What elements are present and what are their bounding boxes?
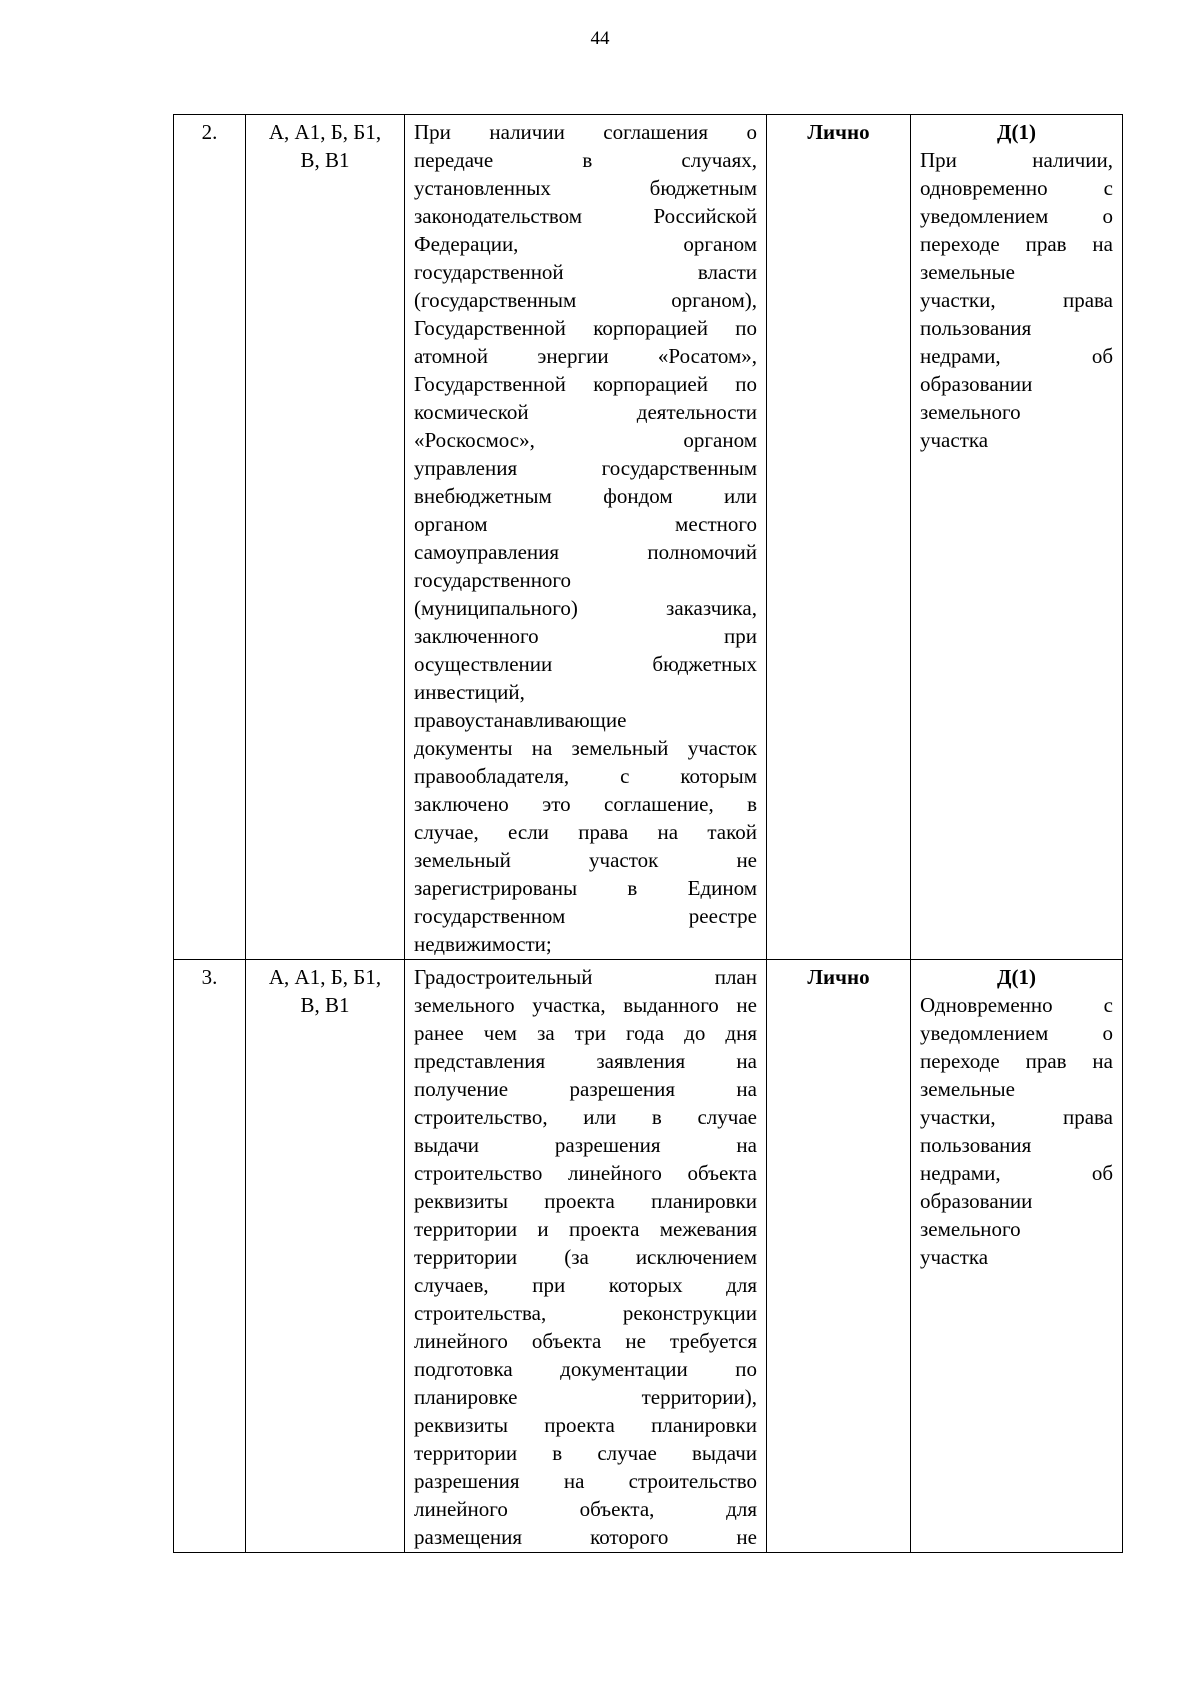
document-line: строительство линейного объекта	[414, 1161, 757, 1185]
note-line: недрами, об	[920, 1161, 1113, 1185]
note-line: уведомлением о	[920, 1021, 1113, 1045]
row-number: 2.	[174, 115, 246, 960]
submission-method: Лично	[767, 115, 911, 960]
row-number: 3.	[174, 960, 246, 1553]
document-line: При наличии соглашения о	[414, 120, 757, 144]
note-line: участка	[920, 428, 989, 452]
document-line: инвестиций,	[414, 680, 525, 704]
note-title: Д(1)	[997, 965, 1036, 989]
document-line: внебюджетным фондом или	[414, 484, 757, 508]
document-line: земельный участок не	[414, 848, 757, 872]
document-note	[911, 115, 1123, 960]
document-line: реквизиты проекта планировки	[414, 1413, 757, 1437]
note-line: При наличии,	[920, 148, 1113, 172]
document-line: правообладателя, с которым	[414, 764, 757, 788]
document-line: размещения которого не	[414, 1525, 757, 1549]
document-line: разрешения на строительство	[414, 1469, 757, 1493]
document-line: реквизиты проекта планировки	[414, 1189, 757, 1213]
document-line: строительства, реконструкции	[414, 1301, 757, 1325]
document-line: линейного объекта, для	[414, 1497, 757, 1521]
document-line: самоуправления полномочий	[414, 540, 757, 564]
document-description	[405, 115, 767, 960]
document-line: территории (за исключением	[414, 1245, 757, 1269]
note-line: участки, права	[920, 288, 1113, 312]
document-line: территории и проекта межевания	[414, 1217, 757, 1241]
document-line: управления государственным	[414, 456, 757, 480]
document-line: планировке территории),	[414, 1385, 757, 1409]
note-line: недрами, об	[920, 344, 1113, 368]
document-line: космической деятельности	[414, 400, 757, 424]
document-note	[911, 960, 1123, 1553]
note-line: пользования	[920, 316, 1032, 340]
note-line: земельные	[920, 260, 1015, 284]
document-line: случае, если права на такой	[414, 820, 757, 844]
document-description	[405, 960, 767, 1553]
document-line: строительство, или в случае	[414, 1105, 757, 1129]
documents-table-body	[174, 115, 1123, 1553]
document-line: выдачи разрешения на	[414, 1133, 757, 1157]
note-line: пользования	[920, 1133, 1032, 1157]
document-line: представления заявления на	[414, 1049, 757, 1073]
document-line: недвижимости;	[414, 932, 552, 956]
document-line: линейного объекта не требуется	[414, 1329, 757, 1353]
document-line: осуществлении бюджетных	[414, 652, 757, 676]
document-line: органом местного	[414, 512, 757, 536]
document-line: территории в случае выдачи	[414, 1441, 757, 1465]
applicant-categories: А, А1, Б, Б1, В, В1	[246, 115, 405, 960]
document-line: Градостроительный план	[414, 965, 757, 989]
note-line: переходе прав на	[920, 1049, 1113, 1073]
document-line: (муниципального) заказчика,	[414, 596, 757, 620]
documents-table	[173, 114, 1123, 1553]
document-line: установленных бюджетным	[414, 176, 757, 200]
document-line: государственного	[414, 568, 572, 592]
document-line: заключенного при	[414, 624, 757, 648]
applicant-categories: А, А1, Б, Б1, В, В1	[246, 960, 405, 1553]
document-line: Федерации, органом	[414, 232, 757, 256]
document-line: «Роскосмос», органом	[414, 428, 757, 452]
document-line: передаче в случаях,	[414, 148, 757, 172]
document-line: заключено это соглашение, в	[414, 792, 757, 816]
note-line: уведомлением о	[920, 204, 1113, 228]
note-line: Одновременно с	[920, 993, 1113, 1017]
document-line: получение разрешения на	[414, 1077, 757, 1101]
table-row	[174, 960, 1123, 1553]
note-line: участки, права	[920, 1105, 1113, 1129]
submission-method: Лично	[767, 960, 911, 1553]
document-line: земельного участка, выданного не	[414, 993, 757, 1017]
document-line: случаев, при которых для	[414, 1273, 757, 1297]
document-line: зарегистрированы в Едином	[414, 876, 757, 900]
note-title: Д(1)	[997, 120, 1036, 144]
document-line: государственном реестре	[414, 904, 757, 928]
table-row	[174, 115, 1123, 960]
page-number: 44	[590, 28, 610, 49]
note-line: земельного	[920, 400, 1021, 424]
note-line: земельные	[920, 1077, 1015, 1101]
note-line: переходе прав на	[920, 232, 1113, 256]
document-line: ранее чем за три года до дня	[414, 1021, 757, 1045]
note-line: одновременно с	[920, 176, 1113, 200]
document-line: законодательством Российской	[414, 204, 757, 228]
document-line: подготовка документации по	[414, 1357, 757, 1381]
note-line: образовании	[920, 1189, 1033, 1213]
document-line: атомной энергии «Росатом»,	[414, 344, 757, 368]
note-line: образовании	[920, 372, 1033, 396]
note-line: участка	[920, 1245, 989, 1269]
document-line: (государственным органом),	[414, 288, 757, 312]
note-line: земельного	[920, 1217, 1021, 1241]
document-line: Государственной корпорацией по	[414, 316, 757, 340]
document-line: государственной власти	[414, 260, 757, 284]
document-line: документы на земельный участок	[414, 736, 757, 760]
document-line: Государственной корпорацией по	[414, 372, 757, 396]
document-line: правоустанавливающие	[414, 708, 627, 732]
